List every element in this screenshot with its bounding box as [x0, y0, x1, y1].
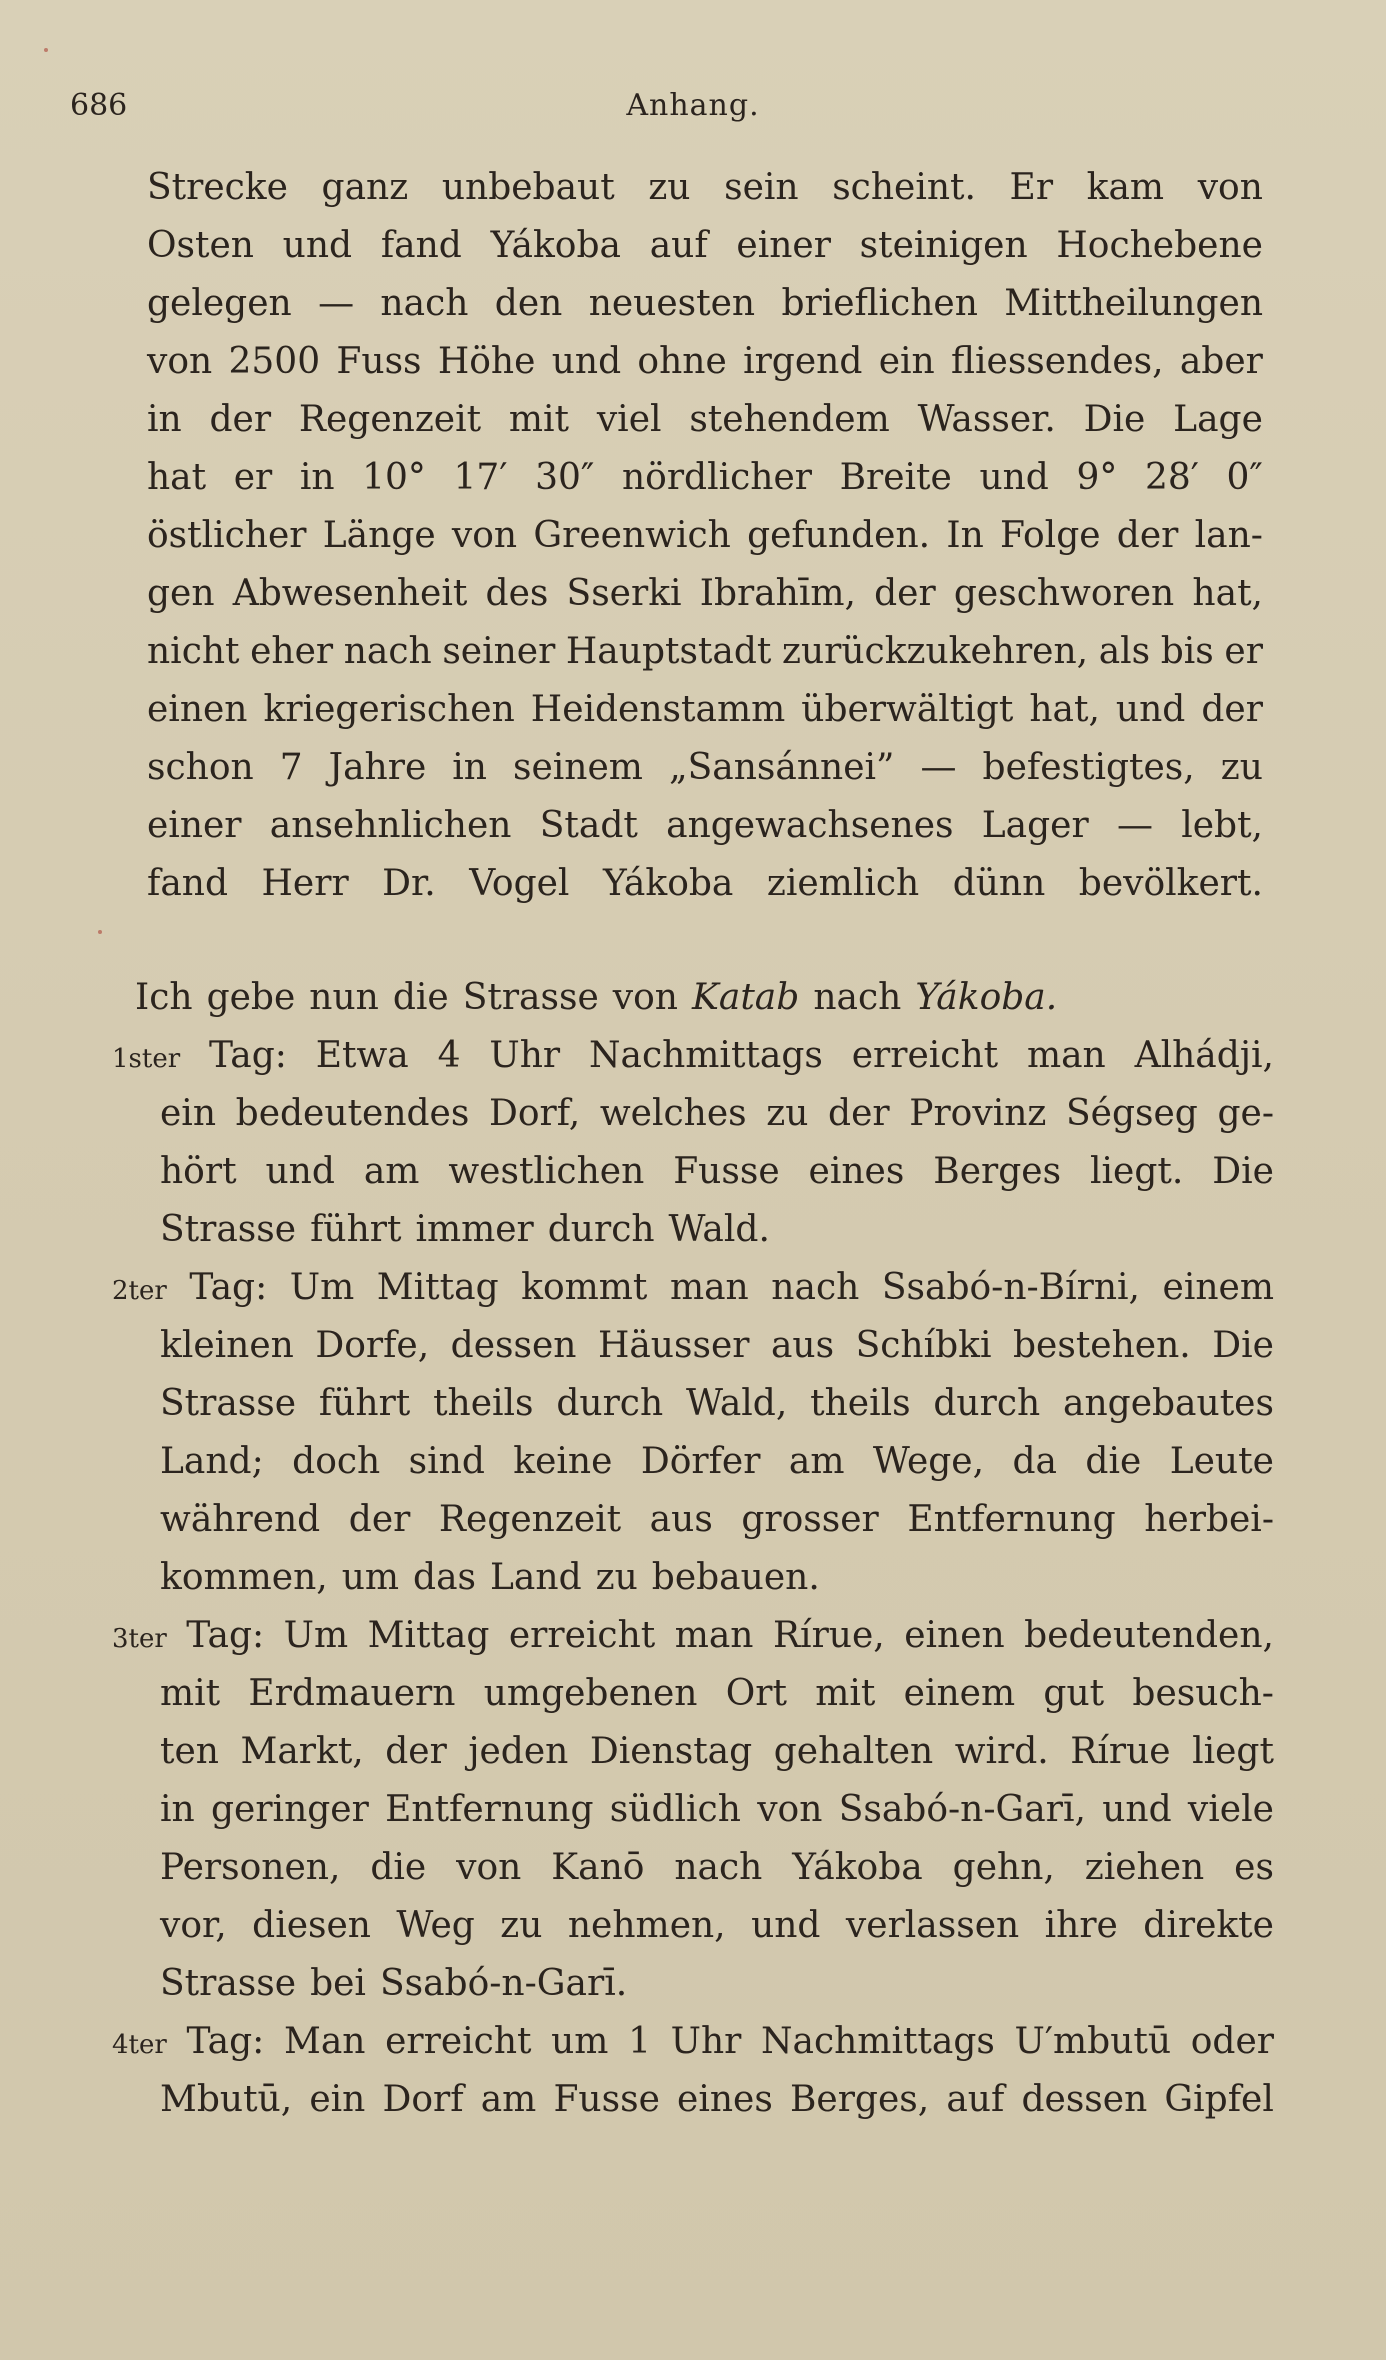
text-line: mit Erdmauern umgebenen Ort mit einem gut besuch-: [160, 1673, 1274, 1714]
text-line: in geringer Entfernung südlich von Ssabó-n-Garī, und viele: [160, 1789, 1274, 1830]
text-line: hat er in 10° 17′ 30″ nördlicher Breite und 9° 28′ 0″: [147, 457, 1263, 498]
text-line: Mbutū, ein Dorf am Fusse eines Berges, auf dessen Gipfel: [160, 2079, 1274, 2120]
text-line: hört und am westlichen Fusse eines Berges liegt. Die: [160, 1151, 1274, 1192]
running-head: Anhang.: [626, 88, 760, 123]
text-line: vor, diesen Weg zu nehmen, und verlassen ihre direkte: [160, 1905, 1274, 1946]
text-line: Ich gebe nun die Strasse von Katab nach Yákoba.: [135, 977, 1058, 1018]
text-line: während der Regenzeit aus grosser Entfernung herbei-: [160, 1499, 1274, 1540]
text-line: 4ter Tag: Man erreicht um 1 Uhr Nachmittags U′mbutū oder: [112, 2022, 1274, 2070]
text-line: kleinen Dorfe, dessen Häusser aus Schíbki bestehen. Die: [160, 1325, 1274, 1366]
day-marker: 2ter: [112, 1276, 167, 1306]
text-line: Strasse bei Ssabó-n-Garī.: [160, 1963, 628, 2004]
page-number: 686: [70, 88, 128, 123]
text-line: fand Herr Dr. Vogel Yákoba ziemlich dünn bevölkert.: [147, 863, 1263, 904]
text-line: ein bedeutendes Dorf, welches zu der Provinz Ségseg ge-: [160, 1093, 1274, 1134]
text-line: ten Markt, der jeden Dienstag gehalten wird. Ríruе liegt: [160, 1731, 1274, 1772]
text-line: Personen, die von Kanō nach Yákoba gehn, ziehen es: [160, 1847, 1274, 1888]
text-line: 3ter Tag: Um Mittag erreicht man Ríruе, einen bedeutenden,: [112, 1616, 1274, 1664]
text-line: Strecke ganz unbebaut zu sein scheint. Er kam von: [147, 167, 1263, 208]
text-line: 1ster Tag: Etwa 4 Uhr Nachmittags erreicht man Alhádji,: [112, 1036, 1274, 1084]
day-marker: 1ster: [112, 1044, 181, 1074]
text-line: schon 7 Jahre in seinem „Sansánnei” — befestigtes, zu: [147, 747, 1263, 788]
text-line: 2ter Tag: Um Mittag kommt man nach Ssabó-n-Bírni, einem: [112, 1268, 1274, 1316]
text-line: von 2500 Fuss Höhe und ohne irgend ein fliessendes, aber: [147, 341, 1263, 382]
text-line: gelegen — nach den neuesten brieflichen Mittheilungen: [147, 283, 1263, 324]
text-line: östlicher Länge von Greenwich gefunden. In Folge der lan-: [147, 515, 1263, 556]
text-line: einen kriegerischen Heidenstamm überwältigt hat, und der: [147, 689, 1263, 730]
page-header: [70, 88, 1316, 128]
text-line: Osten und fand Yákoba auf einer steinigen Hochebene: [147, 225, 1263, 266]
text-line: Strasse führt theils durch Wald, theils durch angebautes: [160, 1383, 1274, 1424]
text-line: in der Regenzeit mit viel stehendem Wasser. Die Lage: [147, 399, 1263, 440]
text-line: einer ansehnlichen Stadt angewachsenes Lager — lebt,: [147, 805, 1263, 846]
paper-speck: [44, 48, 48, 52]
day-marker: 3ter: [112, 1624, 167, 1654]
text-line: gen Abwesenheit des Sserki Ibrahīm, der geschworen hat,: [147, 573, 1263, 614]
day-marker: 4ter: [112, 2030, 167, 2060]
text-line: Land; doch sind keine Dörfer am Wege, da die Leute: [160, 1441, 1274, 1482]
paper-speck: [98, 930, 102, 934]
text-line: nicht eher nach seiner Hauptstadt zurückzukehren, als bis er: [147, 631, 1263, 672]
text-line: kommen, um das Land zu bebauen.: [160, 1557, 820, 1598]
text-line: Strasse führt immer durch Wald.: [160, 1209, 770, 1250]
